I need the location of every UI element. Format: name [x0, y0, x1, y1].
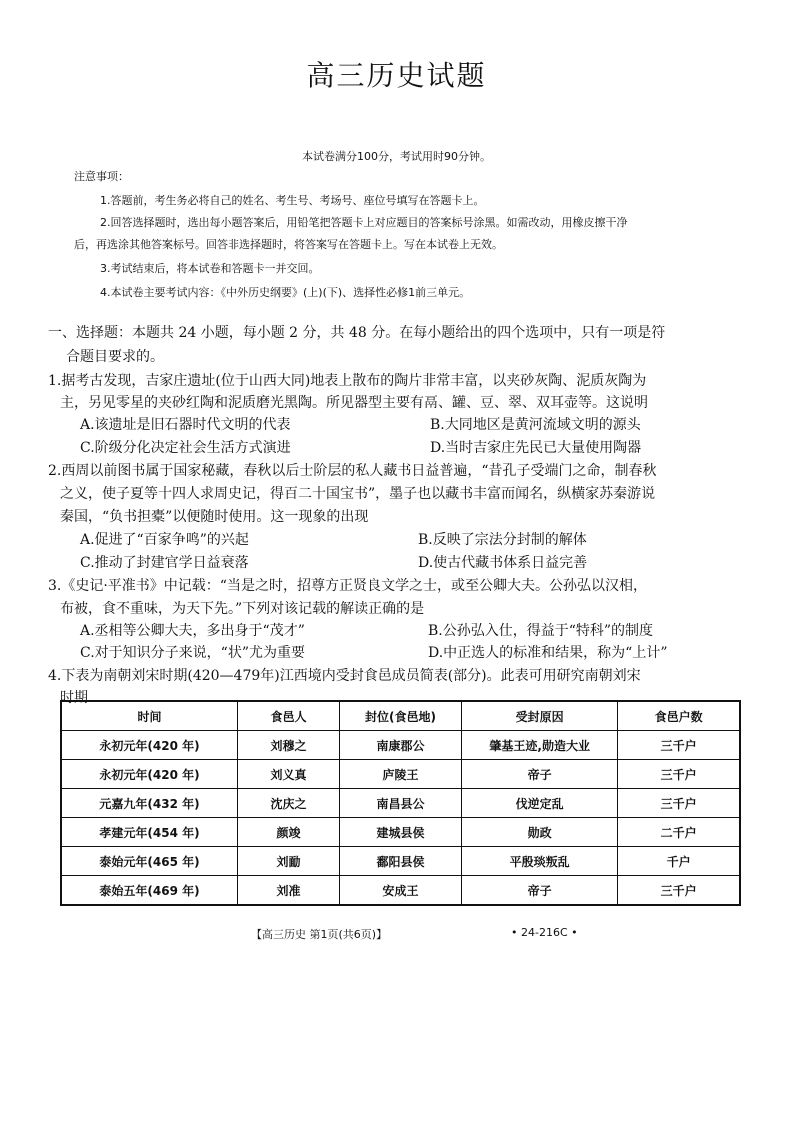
table-cell: 帝子: [462, 760, 618, 789]
notice-item-3: 3.考试结束后，将本试卷和答题卡一并交回。: [100, 262, 320, 275]
table-cell: 肇基王迹,勋造大业: [462, 731, 618, 760]
question-2-stem: 2.西周以前图书属于国家秘藏，春秋以后士阶层的私人藏书日益普遍，“昔孔子受端门之命，制春秋: [48, 463, 657, 479]
notice-item-4: 4.本试卷主要考试内容：《中外历史纲要》(上)(下)、选择性必修1前三单元。: [100, 286, 471, 299]
question-2-option-c: C.推动了封建官学日益衰落: [80, 555, 249, 571]
table-cell: 帝子: [462, 876, 618, 906]
table-row: [61, 876, 740, 906]
question-1-option-a: A.该遗址是旧石器时代文明的代表: [80, 417, 291, 433]
table-cell: 三千户: [618, 760, 740, 789]
table-cell: 勋政: [462, 818, 618, 847]
question-3-option-c: C.对于知识分子来说，“状”尤为重要: [80, 645, 305, 661]
question-1-stem: 1.据考古发现，吉家庄遗址(位于山西大同)地表上散布的陶片非常丰富，以夹砂灰陶、泥质灰陶为: [48, 373, 647, 389]
table-cell: 永初元年(420 年): [61, 760, 238, 789]
table-header-title: 封位(食邑地): [339, 701, 461, 731]
table-header-households: 食邑户数: [618, 701, 740, 731]
table-cell: 三千户: [618, 731, 740, 760]
question-2-stem-cont: 之义，使子夏等十四人求周史记，得百二十国宝书”，墨子也以藏书丰富而闻名，纵横家苏秦游说: [60, 486, 656, 502]
question-2-option-b: B.反映了宗法分封制的解体: [418, 532, 587, 548]
table-cell: 永初元年(420 年): [61, 731, 238, 760]
question-2-option-a: A.促进了“百家争鸣”的兴起: [80, 532, 249, 548]
notice-item-1: 1.答题前，考生务必将自己的姓名、考生号、考场号、座位号填写在答题卡上。: [100, 194, 485, 207]
question-3-stem-cont: 布被，食不重味，为天下先。”下列对该记载的解读正确的是: [60, 601, 425, 617]
question-1-option-c: C.阶级分化决定社会生活方式演进: [80, 440, 291, 456]
table-cell: 泰始元年(465 年): [61, 847, 238, 876]
question-2-option-d: D.使古代藏书体系日益完善: [418, 555, 588, 571]
notice-item-2-cont: 后，再选涂其他答案标号。回答非选择题时，将答案写在答题卡上。写在本试卷上无效。: [74, 238, 503, 251]
table-cell: 南康郡公: [339, 731, 461, 760]
table-cell: 元嘉九年(432 年): [61, 789, 238, 818]
question-3-option-b: B.公孙弘入仕，得益于“特科”的制度: [428, 623, 654, 639]
table-cell: 安成王: [339, 876, 461, 906]
section-heading-cont: 合题目要求的。: [66, 349, 164, 365]
question-3-option-a: A.丞相等公卿大夫，多出身于“茂才”: [80, 623, 305, 639]
table-cell: 建城县侯: [339, 818, 461, 847]
exam-subtitle: 本试卷满分100分，考试用时90分钟。: [302, 150, 491, 163]
table-cell: 孝建元年(454 年): [61, 818, 238, 847]
table-header-reason: 受封原因: [462, 701, 618, 731]
notice-heading: 注意事项：: [74, 170, 129, 183]
table-row: [61, 789, 740, 818]
table-cell: 三千户: [618, 876, 740, 906]
table-row: [61, 731, 740, 760]
table-cell: 平殷琰叛乱: [462, 847, 618, 876]
table-header-person: 食邑人: [238, 701, 340, 731]
table-header-time: 时间: [61, 701, 238, 731]
table-row: [61, 847, 740, 876]
table-cell: 刘准: [238, 876, 340, 906]
page-title: 高三历史试题: [306, 59, 487, 92]
table-cell: 刘穆之: [238, 731, 340, 760]
table-row: [61, 760, 740, 789]
question-2-stem-cont-2: 秦国，“负书担橐”以便随时使用。这一现象的出现: [60, 509, 369, 525]
table-cell: 沈庆之: [238, 789, 340, 818]
table-cell: 鄱阳县侯: [339, 847, 461, 876]
table-row: [61, 818, 740, 847]
table-cell: 千户: [618, 847, 740, 876]
table-cell: 刘勔: [238, 847, 340, 876]
notice-item-2: 2.回答选择题时，选出每小题答案后，用铅笔把答题卡上对应题目的答案标号涂黑。如需改动，用橡皮擦干净: [100, 216, 628, 229]
question-1-option-b: B.大同地区是黄河流域文明的源头: [430, 417, 641, 433]
question-3-stem: 3.《史记·平准书》中记载：“当是之时，招尊方正贤良文学之士，或至公卿大夫。公孙弘以汉相，: [48, 578, 647, 594]
table-cell: 二千户: [618, 818, 740, 847]
section-heading: 一、选择题：本题共 24 小题，每小题 2 分，共 48 分。在每小题给出的四个选项中，只有一项是符: [48, 325, 666, 341]
question-4-stem-cont: 时期: [60, 690, 88, 706]
table-cell: 颜竣: [238, 818, 340, 847]
table-cell: 南昌县公: [339, 789, 461, 818]
table-cell: 伐逆定乱: [462, 789, 618, 818]
page-footer: 【高三历史 第1页(共6页)】: [251, 928, 388, 941]
table-cell: 刘义真: [238, 760, 340, 789]
fief-table: [60, 700, 741, 906]
question-1-stem-cont: 主，另见零星的夹砂红陶和泥质磨光黑陶。所见器型主要有鬲、罐、豆、翠、双耳壶等。这说明: [60, 395, 648, 411]
question-4-stem: 4.下表为南朝刘宋时期(420—479年)江西境内受封食邑成员简表(部分)。此表可用研究南朝刘宋: [48, 668, 641, 684]
table-cell: 泰始五年(469 年): [61, 876, 238, 906]
table-cell: 庐陵王: [339, 760, 461, 789]
question-1-option-d: D.当时吉家庄先民已大量使用陶器: [430, 440, 642, 456]
table-header-row: [61, 701, 740, 731]
table-cell: 三千户: [618, 789, 740, 818]
question-3-option-d: D.中正选人的标准和结果，称为“上计”: [428, 645, 668, 661]
exam-code: • 24-216C •: [511, 926, 578, 939]
